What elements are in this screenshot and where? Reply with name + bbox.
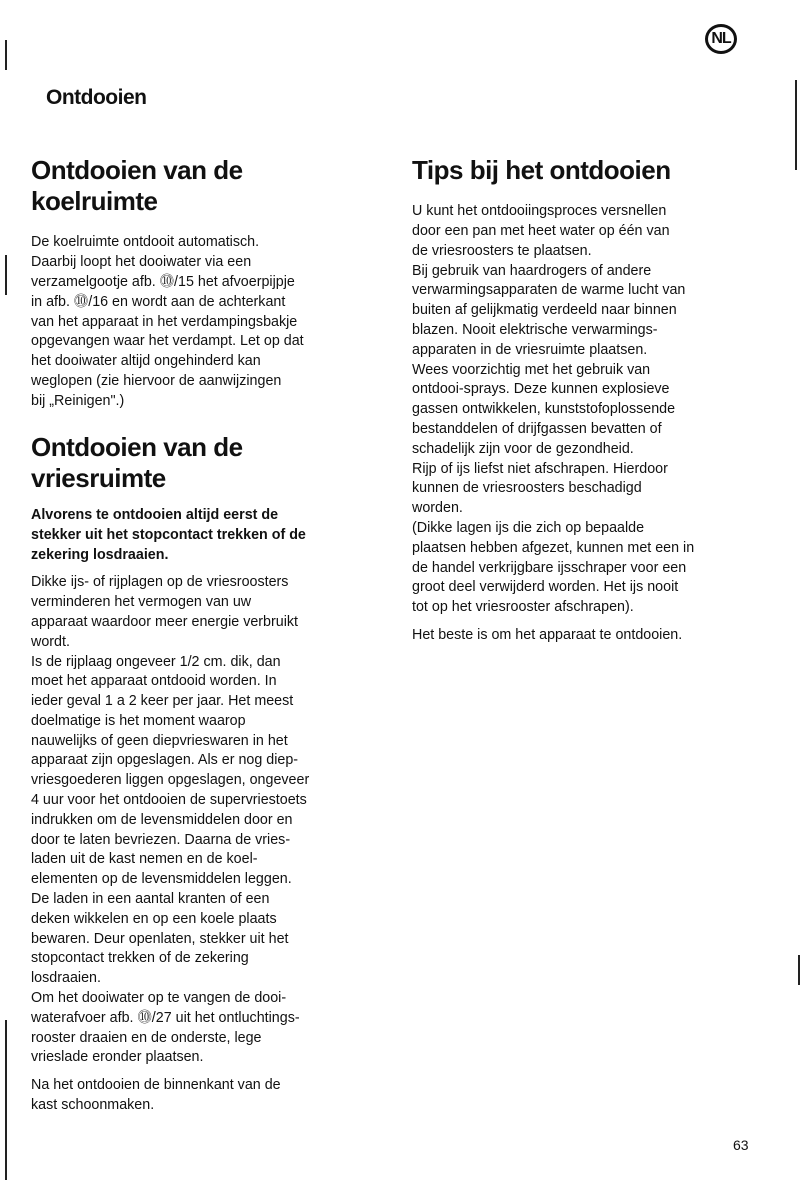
scan-mark: [5, 1020, 7, 1180]
scan-mark: [798, 955, 800, 985]
koelruimte-paragraph: De koelruimte ontdooit automatisch. Daarbij loopt het dooiwater via een verzamelgootje afb. ⓾/15 het afvoerpijpje in afb. ⓾/16 en wordt aan de achterkant van het apparaat in het verdampingsbakje opgevangen waar het verdampt. Let op dat het dooiwater altijd ongehinderd kan weglopen (zie hiervoor de aanwijzingen bij „Reinigen".): [31, 234, 304, 409]
tips-paragraph: U kunt het ontdooiingsproces versnellen door een pan met heet water op één van de vriesroosters te plaatsen. Bij gebruik van haardrogers of andere verwarmingsapparaten de warme lucht van buiten af gelijkmatig verdeeld naar binnen blazen. Nooit elektrische verwarmings- apparaten in de vriesruimte plaatsen. Wees voorzichtig met het gebruik van ontdooi-sprays. Deze kunnen explosieve gassen ontwikkelen, kunststofoplossende bestanddelen of drijfgassen bevatten of schadelijk zijn voor de gezondheid. Rijp of ijs liefst niet afschrapen. Hierdoor kunnen de vriesroosters beschadigd worden. (Dikke lagen ijs die zich op bepaalde plaatsen hebben afgezet, kunnen met een in de handel verkrijgbare ijsschraper voor een groot deel verwijderd worden. Het ijs nooit tot op het vriesrooster afschrapen).: [412, 203, 695, 616]
left-column: [31, 155, 371, 1124]
section-title-koelruimte: Ontdooien van de koelruimte: [31, 155, 243, 217]
scan-mark: [5, 255, 7, 295]
vriesruimte-paragraph: Dikke ijs- of rijplagen op de vriesroosters verminderen het vermogen van uw apparaat waardoor meer energie verbruikt wordt. Is de rijplaag ongeveer 1/2 cm. dik, dan moet het apparaat ontdooid worden. In ieder geval 1 a 2 keer per jaar. Het meest doelmatige is het moment waarop nauwelijks of geen diepvrieswaren in het apparaat zijn opgeslagen. Als er nog diep- vriesgoederen liggen opgeslagen, ongeveer 4 uur voor het ontdooien de supervriestoets indrukken om de levensmiddelen door en door te laten bevriezen. Daarna de vries- laden uit de kast nemen en de koel- elementen op de levensmiddelen leggen. De laden in een aantal kranten of een deken wikkelen en op een koele plaats bewaren. Deur openlaten, stekker uit het stopcontact trekken of de zekering losdraaien. Om het dooiwater op te vangen de dooi- waterafvoer afb. ⓾/27 uit het ontluchtings- rooster draaien en de onderste, lege vrieslade eronder plaatsen.: [31, 574, 310, 1066]
language-badge: NL: [705, 24, 737, 54]
page-header: Ontdooien: [46, 86, 147, 109]
scan-mark: [795, 80, 797, 170]
section-title-vriesruimte: Ontdooien van de vriesruimte: [31, 431, 243, 493]
safety-warning: Alvorens te ontdooien altijd eerst de stekker uit het stopcontact trekken of de zekering losdraaien.: [31, 506, 306, 563]
right-column: [412, 155, 767, 654]
section-title-tips: Tips bij het ontdooien: [412, 155, 671, 185]
tips-conclusion: Het beste is om het apparaat te ontdooien.: [412, 626, 683, 643]
cleaning-paragraph: Na het ontdooien de binnenkant van de kast schoonmaken.: [31, 1077, 281, 1114]
scan-mark: [5, 40, 7, 70]
page-number: 63: [733, 1137, 749, 1153]
